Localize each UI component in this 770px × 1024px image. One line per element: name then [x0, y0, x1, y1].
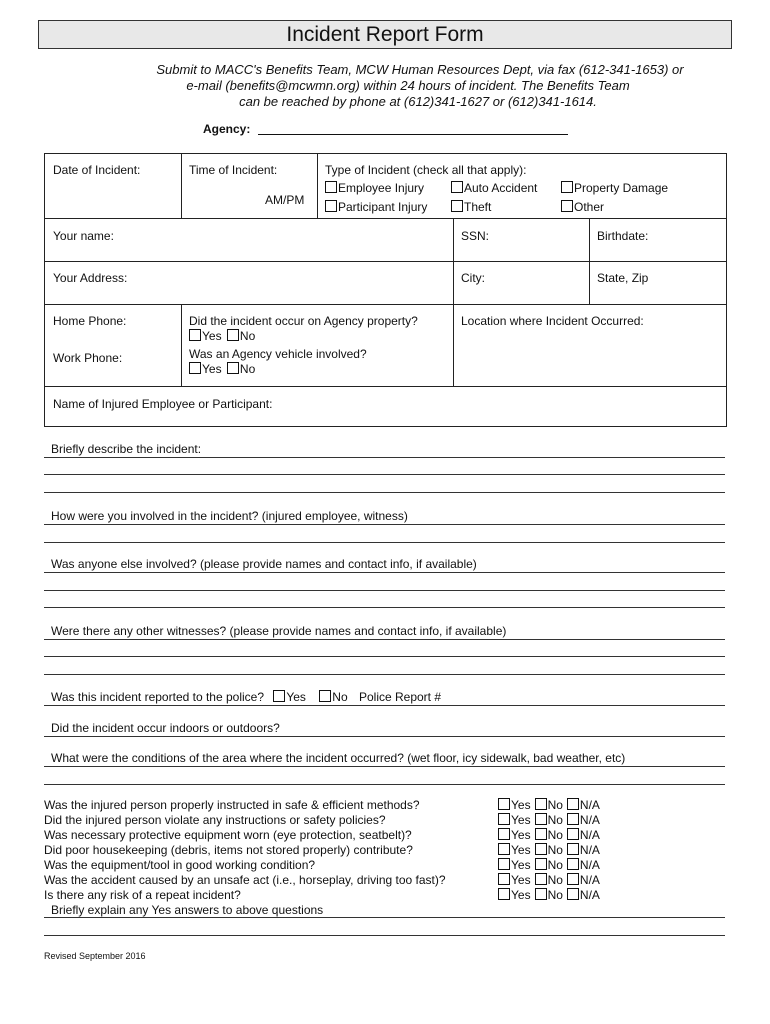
city-label: City: [461, 271, 485, 285]
theft-checkbox[interactable] [451, 200, 463, 212]
answer-line[interactable] [44, 674, 725, 675]
grid-divider [453, 304, 454, 386]
yn-question: Was the injured person properly instructed in safe & efficient methods? [44, 798, 420, 812]
participant-injury-checkbox[interactable] [325, 200, 337, 212]
incident-info-grid [44, 153, 727, 427]
home-phone-label: Home Phone: [53, 314, 127, 328]
no-label: No [547, 828, 563, 842]
yes-label: Yes [511, 798, 531, 812]
na-label: N/A [579, 873, 600, 887]
na-label: N/A [579, 813, 600, 827]
others-involved-question: Was anyone else involved? (please provide names and contact info, if available) [51, 557, 477, 571]
employee-injury-checkbox[interactable] [325, 181, 337, 193]
answer-line[interactable] [44, 524, 725, 525]
police-question: Was this incident reported to the police? [51, 690, 265, 704]
other-checkbox[interactable] [561, 200, 573, 212]
no-label: No [547, 813, 563, 827]
na-checkbox[interactable] [567, 858, 579, 870]
yes-label: Yes [511, 888, 531, 902]
state-zip-label: State, Zip [597, 271, 649, 285]
yn-options-row [498, 798, 604, 813]
incident-location-label: Location where Incident Occurred: [461, 314, 644, 328]
answer-line[interactable] [44, 736, 725, 737]
no-checkbox[interactable] [535, 858, 547, 870]
answer-line[interactable] [44, 656, 725, 657]
na-checkbox[interactable] [567, 888, 579, 900]
yes-checkbox[interactable] [498, 888, 510, 900]
answer-line[interactable] [44, 590, 725, 591]
grid-divider [181, 154, 182, 218]
no-checkbox[interactable] [535, 843, 547, 855]
witnesses-question: Were there any other witnesses? (please provide names and contact info, if available) [51, 624, 507, 638]
agency-property-yes-label: Yes [202, 329, 222, 343]
yn-options-row [498, 888, 604, 903]
employee-injury-label: Employee Injury [338, 181, 425, 195]
police-no-checkbox[interactable] [319, 690, 331, 702]
theft-label: Theft [464, 200, 492, 214]
yn-options-row [498, 858, 604, 873]
agency-property-no-checkbox[interactable] [227, 329, 239, 341]
na-label: N/A [579, 843, 600, 857]
revision-note: Revised September 2016 [44, 951, 146, 961]
no-checkbox[interactable] [535, 888, 547, 900]
police-report-label: Police Report # [358, 690, 442, 704]
yes-label: Yes [511, 873, 531, 887]
grid-divider [589, 218, 590, 304]
agency-property-no-label: No [239, 329, 256, 343]
yn-question: Did the injured person violate any instructions or safety policies? [44, 813, 386, 827]
answer-line[interactable] [44, 542, 725, 543]
answer-line[interactable] [44, 457, 725, 458]
answer-line[interactable] [44, 639, 725, 640]
agency-vehicle-no-checkbox[interactable] [227, 362, 239, 374]
yes-checkbox[interactable] [498, 843, 510, 855]
agency-vehicle-yes-label: Yes [202, 362, 222, 376]
yes-checkbox[interactable] [498, 858, 510, 870]
injured-person-name-label: Name of Injured Employee or Participant: [53, 397, 273, 411]
auto-accident-label: Auto Accident [464, 181, 538, 195]
na-checkbox[interactable] [567, 843, 579, 855]
answer-line[interactable] [44, 766, 725, 767]
no-checkbox[interactable] [535, 813, 547, 825]
answer-line[interactable] [44, 784, 725, 785]
yes-checkbox[interactable] [498, 828, 510, 840]
intro-line-2: e-mail (benefits@mcwmn.org) within 24 hours of incident. The Benefits Team [186, 78, 630, 93]
police-yes-checkbox[interactable] [273, 690, 285, 702]
yn-question: Did poor housekeeping (debris, items not stored properly) contribute? [44, 843, 413, 857]
yes-label: Yes [511, 858, 531, 872]
yes-label: Yes [511, 843, 531, 857]
answer-line[interactable] [44, 705, 725, 706]
intro-line-3: can be reached by phone at (612)341-1627 or (612)341-1614. [239, 94, 597, 109]
other-option[interactable] [561, 200, 604, 215]
answer-line[interactable] [44, 474, 725, 475]
yn-options-row [498, 873, 604, 888]
na-checkbox[interactable] [567, 873, 579, 885]
employee-injury-option[interactable] [325, 181, 424, 196]
time-of-incident-label: Time of Incident: [189, 163, 278, 177]
birthdate-label: Birthdate: [597, 229, 649, 243]
agency-vehicle-no-label: No [239, 362, 256, 376]
ampm-label: AM/PM [265, 193, 305, 207]
grid-divider [45, 218, 726, 219]
other-label: Other [574, 200, 605, 214]
grid-divider [181, 304, 182, 386]
no-label: No [547, 798, 563, 812]
grid-divider [317, 154, 318, 218]
yn-options-row [498, 813, 604, 828]
no-checkbox[interactable] [535, 873, 547, 885]
form-title: Incident Report Form [38, 20, 732, 49]
answer-line[interactable] [44, 572, 725, 573]
grid-divider [45, 304, 726, 305]
yn-options-row [498, 843, 604, 858]
conditions-question: What were the conditions of the area where the incident occurred? (wet floor, icy sidewalk, bad weather, etc) [51, 751, 626, 765]
agency-vehicle-question: Was an Agency vehicle involved? [189, 347, 367, 361]
no-checkbox[interactable] [535, 798, 547, 810]
grid-divider [45, 386, 726, 387]
grid-divider [45, 261, 726, 262]
na-label: N/A [579, 798, 600, 812]
describe-incident-label: Briefly describe the incident: [51, 442, 202, 456]
type-of-incident-label: Type of Incident (check all that apply): [325, 163, 527, 177]
yn-options-row [498, 828, 604, 843]
property-damage-option[interactable] [561, 181, 668, 196]
indoors-question: Did the incident occur indoors or outdoors? [51, 721, 280, 735]
answer-line[interactable] [44, 917, 725, 918]
yes-checkbox[interactable] [498, 798, 510, 810]
agency-property-question: Did the incident occur on Agency property? [189, 314, 418, 328]
answer-line[interactable] [44, 607, 725, 608]
auto-accident-option[interactable] [451, 181, 537, 196]
agency-property-yes-checkbox[interactable] [189, 329, 201, 341]
agency-vehicle-yes-checkbox[interactable] [189, 362, 201, 374]
police-yes-label: Yes [286, 690, 306, 704]
property-damage-checkbox[interactable] [561, 181, 573, 193]
agency-property-options [189, 329, 255, 344]
yes-label: Yes [511, 828, 531, 842]
auto-accident-checkbox[interactable] [451, 181, 463, 193]
no-label: No [547, 888, 563, 902]
na-label: N/A [579, 858, 600, 872]
yn-question: Was the accident caused by an unsafe act (i.e., horseplay, driving too fast)? [44, 873, 446, 887]
work-phone-label: Work Phone: [53, 351, 123, 365]
yes-checkbox[interactable] [498, 813, 510, 825]
answer-line[interactable] [44, 935, 725, 936]
na-checkbox[interactable] [567, 798, 579, 810]
yn-question: Was necessary protective equipment worn (eye protection, seatbelt)? [44, 828, 412, 842]
na-label: N/A [579, 828, 600, 842]
na-label: N/A [579, 888, 600, 902]
property-damage-label: Property Damage [574, 181, 669, 195]
agency-label: Agency: [203, 122, 251, 136]
answer-line[interactable] [44, 492, 725, 493]
na-checkbox[interactable] [567, 813, 579, 825]
police-no-label: No [332, 690, 348, 704]
no-label: No [547, 873, 563, 887]
no-label: No [547, 843, 563, 857]
grid-divider [453, 218, 454, 304]
involvement-question: How were you involved in the incident? (injured employee, witness) [51, 509, 408, 523]
participant-injury-option[interactable] [325, 200, 427, 215]
na-checkbox[interactable] [567, 828, 579, 840]
theft-option[interactable] [451, 200, 491, 215]
agency-field[interactable] [258, 134, 568, 135]
yes-label: Yes [511, 813, 531, 827]
your-address-label: Your Address: [53, 271, 128, 285]
participant-injury-label: Participant Injury [338, 200, 428, 214]
no-label: No [547, 858, 563, 872]
intro-line-1: Submit to MACC's Benefits Team, MCW Human Resources Dept, via fax (612-341-1653) or [156, 62, 684, 77]
ssn-label: SSN: [461, 229, 490, 243]
yes-checkbox[interactable] [498, 873, 510, 885]
date-of-incident-label: Date of Incident: [53, 163, 141, 177]
explain-yes-label: Briefly explain any Yes answers to above questions [51, 903, 324, 917]
yn-question: Was the equipment/tool in good working condition? [44, 858, 316, 872]
your-name-label: Your name: [53, 229, 114, 243]
agency-vehicle-options [189, 362, 255, 377]
yn-question: Is there any risk of a repeat incident? [44, 888, 241, 902]
no-checkbox[interactable] [535, 828, 547, 840]
police-question-row [51, 690, 441, 704]
